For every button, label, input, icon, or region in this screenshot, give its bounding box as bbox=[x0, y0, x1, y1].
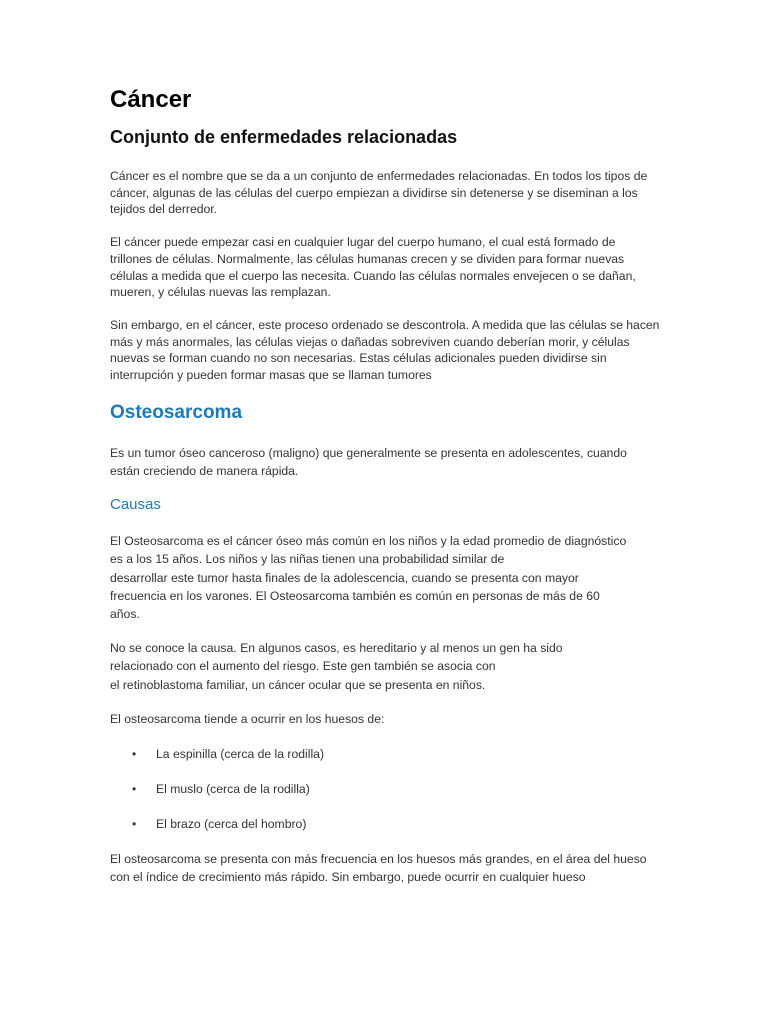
causes-line: relacionado con el aumento del riesgo. Este gen también se asocia con bbox=[110, 659, 496, 674]
list-item bbox=[110, 745, 660, 763]
intro-paragraph-3: Sin embargo, en el cáncer, este proceso ordenado se descontrola. A medida que las células se hacen más y más anormales, las células viejas o dañadas sobreviven cuando deberían morir, y células nuevas se forman cuando no son necesarias. Estas células adicionales pueden dividirse sin interrupción y pueden formar masas que se llaman tumores bbox=[110, 317, 660, 383]
list-item-label: La espinilla (cerca de la rodilla) bbox=[156, 746, 325, 761]
osteosarcoma-intro: Es un tumor óseo canceroso (maligno) que generalmente se presenta en adolescentes, cuando están creciendo de manera rápida. bbox=[110, 445, 627, 478]
document-page bbox=[110, 84, 660, 886]
bones-list bbox=[110, 745, 660, 833]
list-item bbox=[110, 815, 660, 833]
causes-paragraph-1 bbox=[110, 532, 660, 623]
causes-line: años. bbox=[110, 606, 140, 621]
causes-line: El Osteosarcoma es el cáncer óseo más común en los niños y la edad promedio de diagnóstico bbox=[110, 534, 627, 549]
bullet-icon: • bbox=[132, 746, 137, 761]
bullet-icon: • bbox=[132, 781, 137, 796]
causes-line: No se conoce la causa. En algunos casos, es hereditario y al menos un gen ha sido bbox=[110, 641, 563, 656]
causes-line: desarrollar este tumor hasta finales de la adolescencia, cuando se presenta con mayor bbox=[110, 570, 579, 585]
causes-line: es a los 15 años. Los niños y las niñas tienen una probabilidad similar de bbox=[110, 552, 505, 567]
causes-paragraph-2 bbox=[110, 639, 660, 694]
bullet-icon: • bbox=[132, 816, 137, 831]
section-heading-osteosarcoma: Osteosarcoma bbox=[110, 401, 243, 423]
intro-paragraph-1: Cáncer es el nombre que se da a un conjunto de enfermedades relacionadas. En todos los tipos de cáncer, algunas de las células del cuerpo empiezan a dividirse sin detenerse y se diseminan a los tejidos del derredor. bbox=[110, 169, 648, 217]
page-title: Cáncer bbox=[110, 86, 192, 113]
page-subtitle: Conjunto de enfermedades relacionadas bbox=[110, 127, 458, 147]
list-item-label: El muslo (cerca de la rodilla) bbox=[156, 781, 310, 796]
list-item-label: El brazo (cerca del hombro) bbox=[156, 816, 307, 831]
list-item bbox=[110, 780, 660, 798]
causes-heading: Causas bbox=[110, 496, 161, 514]
causes-line: frecuencia en los varones. El Osteosarcoma también es común en personas de más de 60 bbox=[110, 588, 600, 603]
causes-line: el retinoblastoma familiar, un cáncer ocular que se presenta en niños. bbox=[110, 677, 486, 692]
closing-paragraph: El osteosarcoma se presenta con más frecuencia en los huesos más grandes, en el área del hueso con el índice de crecimiento más rápido. Sin embargo, puede ocurrir en cualquier hueso bbox=[110, 851, 647, 885]
intro-paragraph-2: El cáncer puede empezar casi en cualquier lugar del cuerpo humano, el cual está formado de trillones de células. Normalmente, las células humanas crecen y se dividen para formar nuevas células a medida que el cuerpo las necesita. Cuando las células normales envejecen o se dañan, mueren, y células nuevas las remplazan. bbox=[110, 235, 636, 300]
bones-intro: El osteosarcoma tiende a ocurrir en los huesos de: bbox=[110, 711, 385, 726]
